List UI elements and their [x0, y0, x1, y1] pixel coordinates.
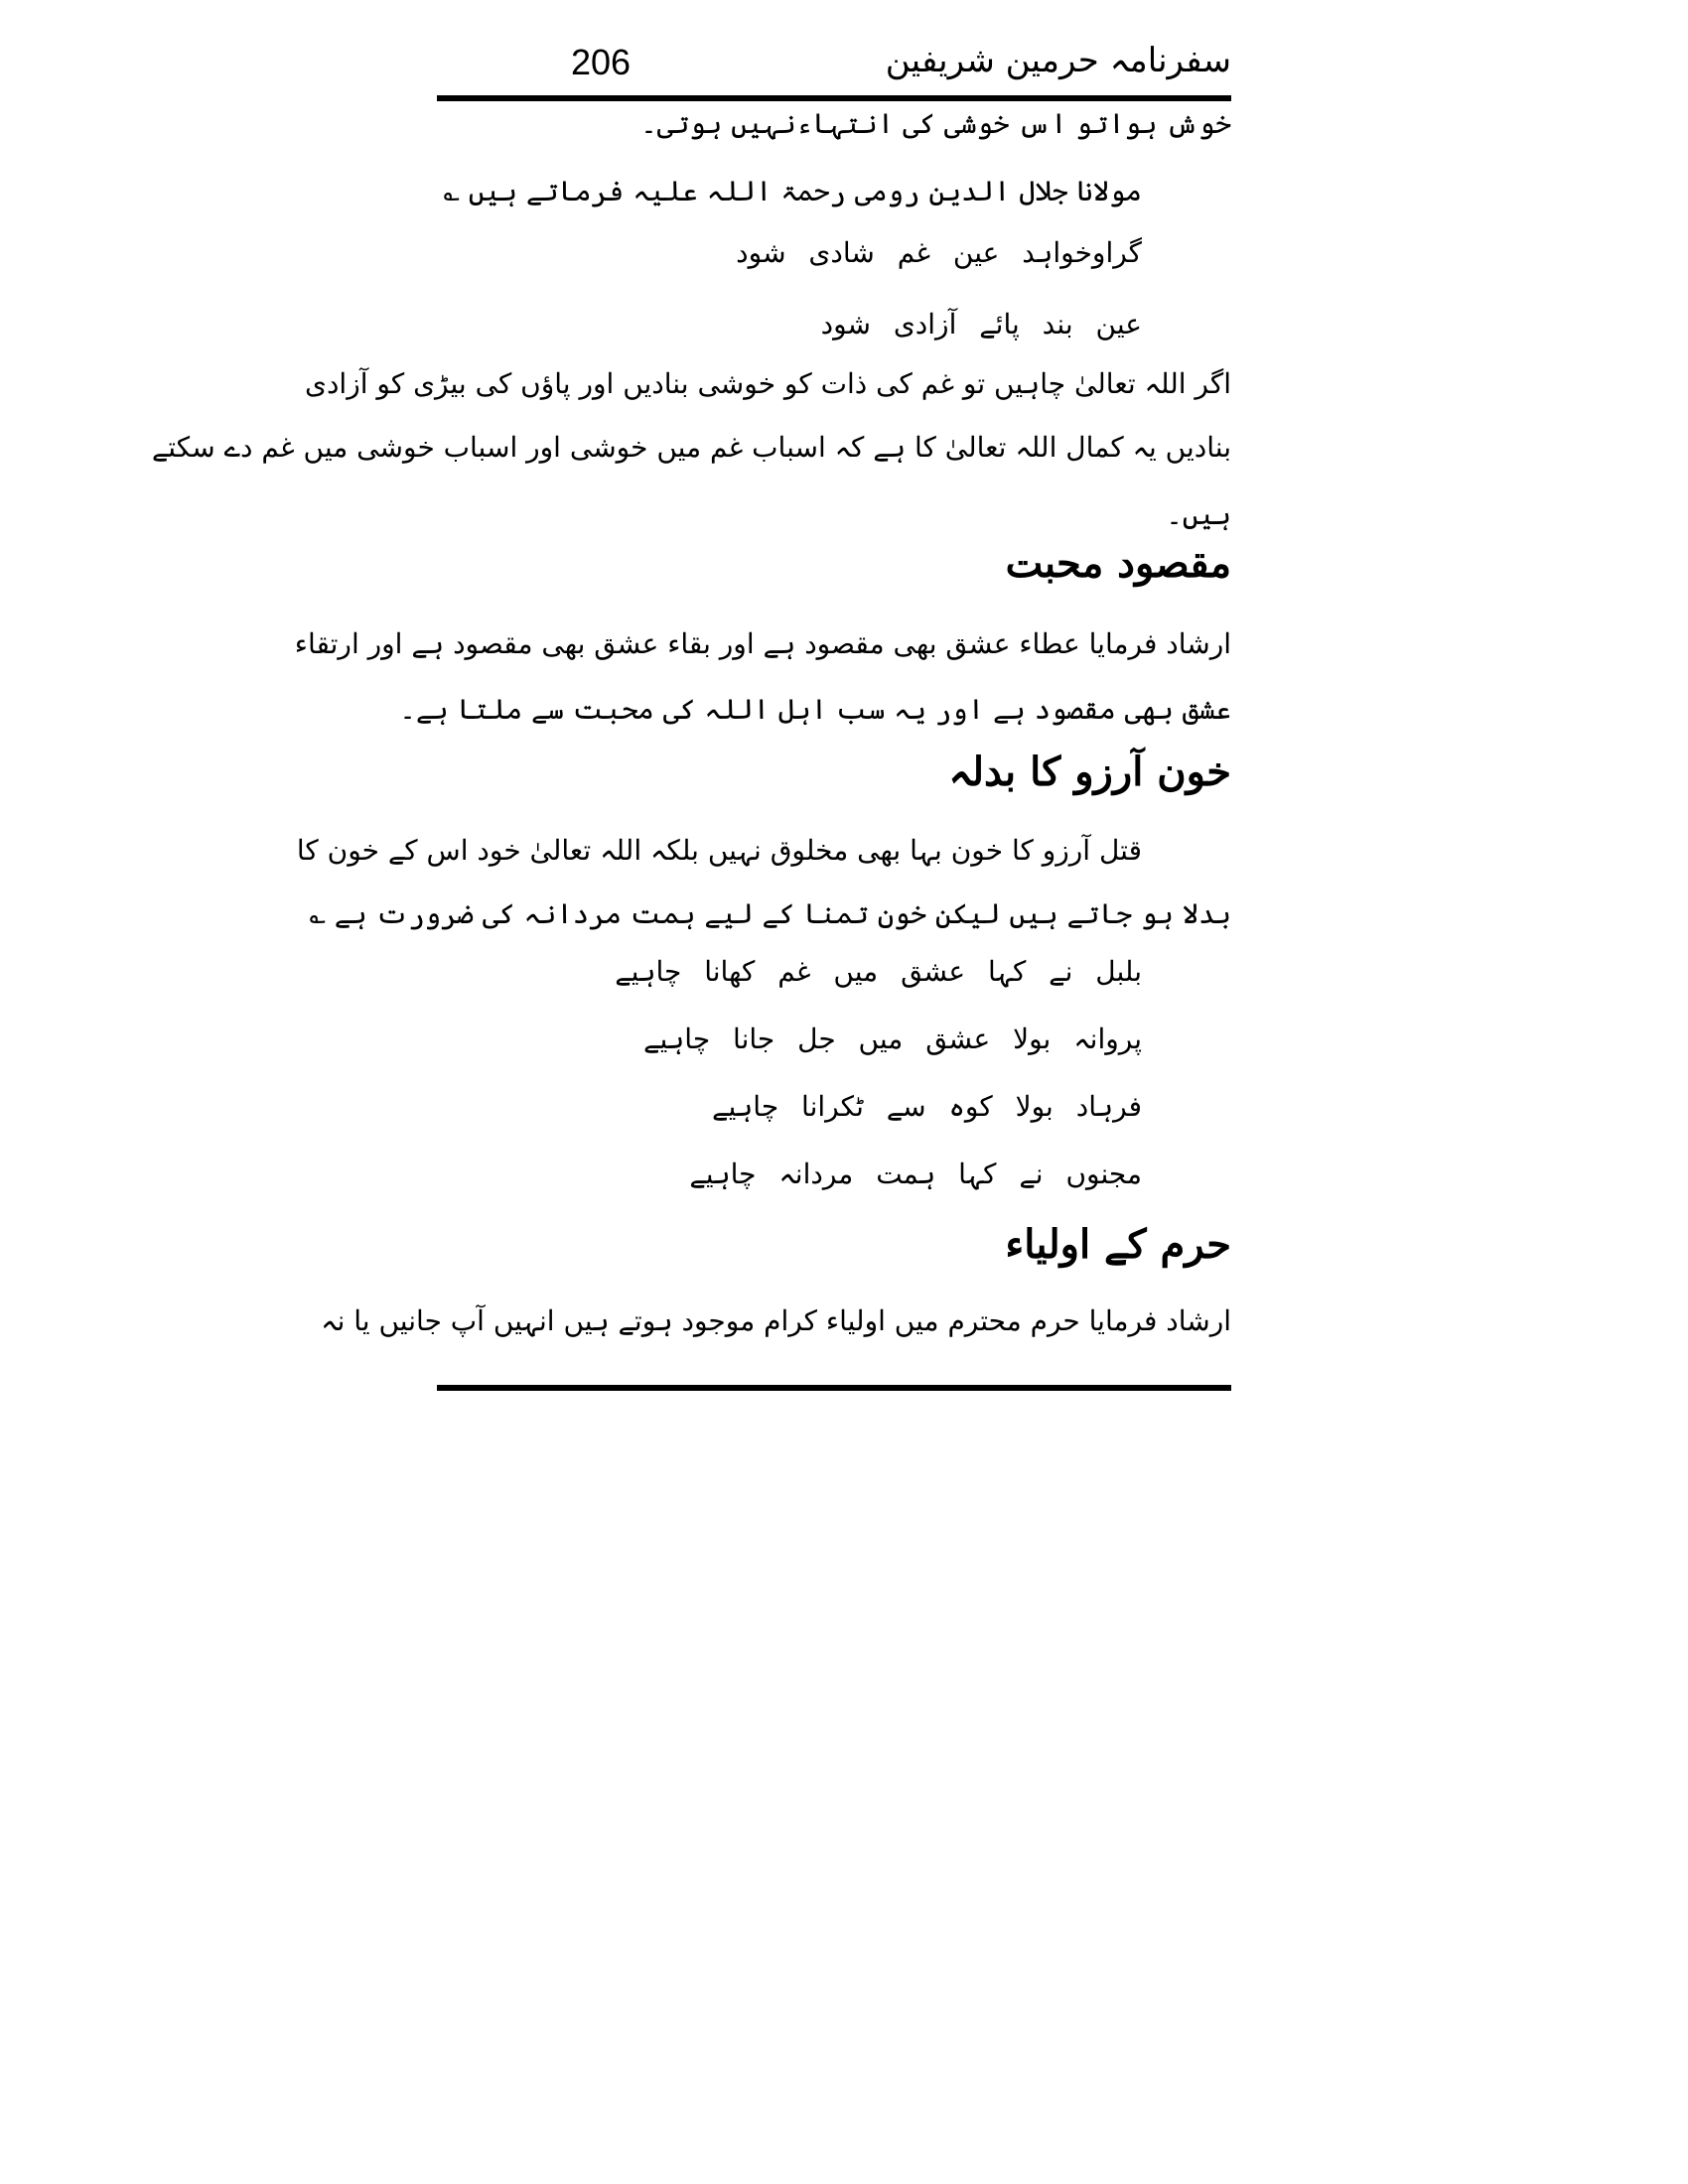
text-line: بدلا ہو جاتے ہیں لیکن خون تمنا کے لیے ہمت مردانہ کی ضرورت ہے ؎ — [309, 897, 1231, 930]
verse-line: پروانہ بولا عشق میں جل جانا چاہیے — [643, 1023, 1142, 1055]
section-heading: حرم کے اولیاء — [1005, 1221, 1231, 1268]
page-number: 206 — [571, 42, 632, 82]
verse-line: گراوخواہد عین غم شادی شود — [736, 236, 1142, 269]
verse-line: فرہاد بولا کوہ سے ٹکرانا چاہیے — [712, 1090, 1142, 1123]
book-title: سفرنامہ حرمین شریفین — [885, 41, 1231, 80]
section-heading: خون آرزو کا بدلہ — [948, 749, 1231, 795]
header-rule — [437, 95, 1231, 101]
text-line: خوش ہواتو اس خوشی کی انتہاءنہیں ہوتی۔ — [640, 107, 1231, 140]
text-line: بنادیں یہ کمال اللہ تعالیٰ کا ہے کہ اسباب غم میں خوشی اور اسباب خوشی میں غم دے سکتے — [151, 431, 1231, 464]
text-line: عشق بھی مقصود ہے اور یہ سب اہل اللہ کی محبت سے ملتا ہے۔ — [399, 693, 1231, 726]
page-header — [437, 40, 1231, 94]
text-line: ارشاد فرمایا عطاء عشق بھی مقصود ہے اور بقاء عشق بھی مقصود ہے اور ارتقاء — [294, 627, 1231, 660]
verse-line: عین بند پائے آزادی شود — [820, 308, 1142, 341]
text-line: ہیں۔ — [1166, 498, 1231, 531]
section-heading: مقصود محبت — [1005, 540, 1231, 587]
verse-line: بلبل نے کہا عشق میں غم کھانا چاہیے — [615, 955, 1142, 988]
text-line: اگر اللہ تعالیٰ چاہیں تو غم کی ذات کو خوشی بنادیں اور پاؤں کی بیڑی کو آزادی — [305, 367, 1231, 400]
text-line: مولانا جلال الدین رومی رحمۃ اللہ علیہ فرماتے ہیں ؎ — [443, 175, 1142, 207]
text-line: قتل آرزو کا خون بہا بھی مخلوق نہیں بلکہ اللہ تعالیٰ خود اس کے خون کا — [296, 834, 1142, 867]
verse-line: مجنوں نے کہا ہمت مردانہ چاہیے — [689, 1158, 1142, 1190]
footer-rule — [437, 1385, 1231, 1391]
text-line: ارشاد فرمایا حرم محترم میں اولیاء کرام موجود ہوتے ہیں انہیں آپ جانیں یا نہ — [321, 1304, 1231, 1337]
